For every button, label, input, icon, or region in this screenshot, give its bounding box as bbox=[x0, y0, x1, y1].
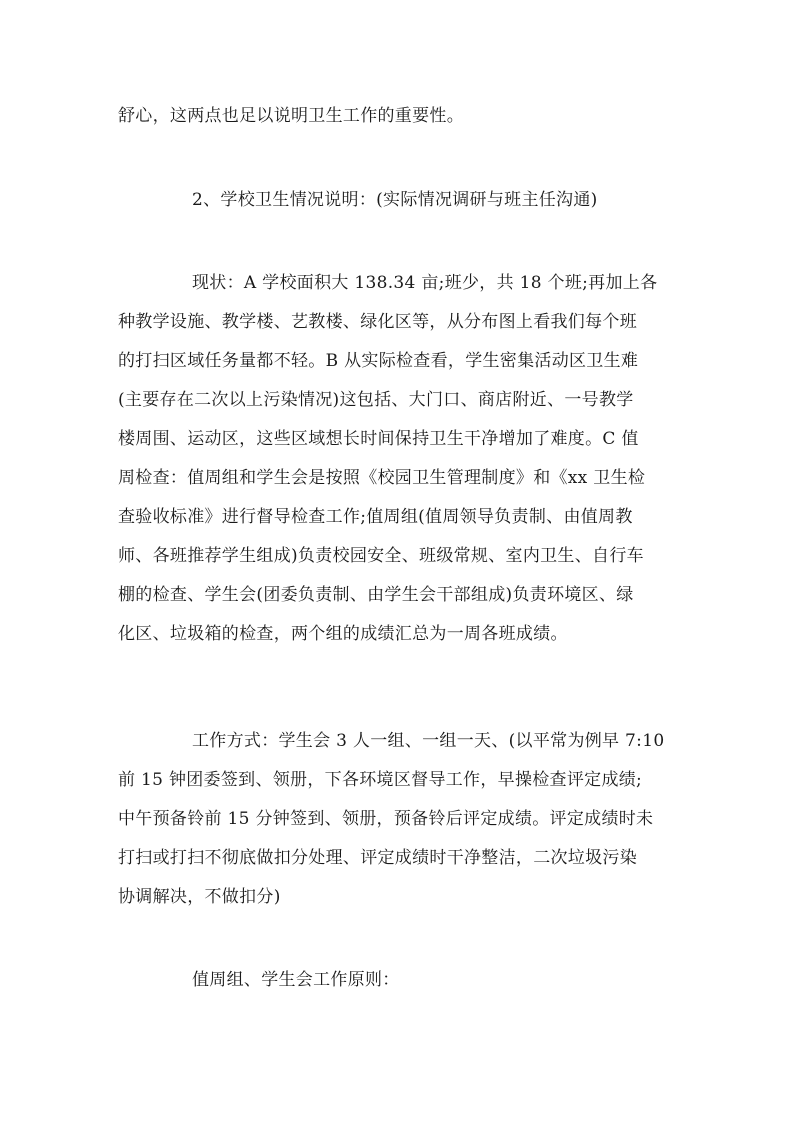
paragraph-line: 查验收标准》进行督导检查工作;值周组(值周领导负责制、由值周教 bbox=[118, 507, 633, 527]
paragraph-line: 工作方式：学生会 3 人一组、一组一天、(以平常为例早 7:10 bbox=[192, 731, 665, 751]
paragraph-line: 现状：A 学校面积大 138.34 亩;班少，共 18 个班;再加上各 bbox=[192, 273, 658, 293]
section-heading: 2、学校卫生情况说明：(实际情况调研与班主任沟通) bbox=[192, 190, 598, 210]
paragraph-line: 的打扫区域任务量都不轻。B 从实际检查看，学生密集活动区卫生难 bbox=[118, 351, 639, 371]
paragraph-line: (主要存在二次以上污染情况)这包括、大门口、商店附近、一号教学 bbox=[118, 390, 634, 410]
paragraph-line: 打扫或打扫不彻底做扣分处理、评定成绩时干净整洁，二次垃圾污染 bbox=[118, 848, 637, 868]
paragraph-line: 中午预备铃前 15 分钟签到、领册，预备铃后评定成绩。评定成绩时未 bbox=[118, 809, 654, 829]
paragraph-line: 棚的检查、学生会(团委负责制、由学生会干部组成)负责环境区、绿 bbox=[118, 585, 634, 605]
paragraph-line: 师、各班推荐学生组成)负责校园安全、班级常规、室内卫生、自行车 bbox=[118, 546, 644, 566]
paragraph-line: 化区、垃圾箱的检查，两个组的成绩汇总为一周各班成绩。 bbox=[118, 624, 568, 644]
paragraph-line: 舒心，这两点也足以说明卫生工作的重要性。 bbox=[118, 106, 464, 126]
paragraph-line: 协调解决，不做扣分) bbox=[118, 887, 281, 907]
paragraph-line: 楼周围、运动区，这些区域想长时间保持卫生干净增加了难度。C 值 bbox=[118, 429, 639, 449]
paragraph-line: 种教学设施、教学楼、艺教楼、绿化区等，从分布图上看我们每个班 bbox=[118, 312, 637, 332]
paragraph-line: 前 15 钟团委签到、领册，下各环境区督导工作，早操检查评定成绩; bbox=[118, 770, 643, 790]
paragraph-line: 周检查：值周组和学生会是按照《校园卫生管理制度》和《xx 卫生检 bbox=[118, 468, 646, 488]
section-heading: 值周组、学生会工作原则： bbox=[192, 970, 400, 990]
